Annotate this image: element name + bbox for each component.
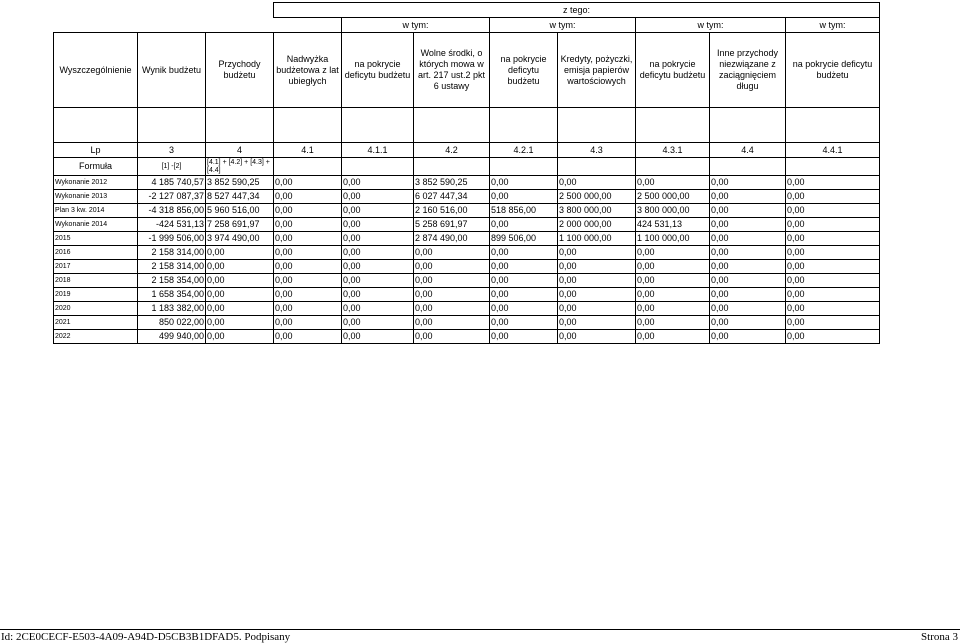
value-cell: 0,00	[636, 274, 710, 288]
value-cell: 3 852 590,25	[414, 176, 490, 190]
document-id: Id: 2CE0CECF-E503-4A09-A94D-D5CB3B1DFAD5. Podpisany	[1, 631, 291, 643]
column-header: na pokrycie deficytu budżetu	[490, 33, 558, 108]
wpf-table	[53, 2, 880, 344]
value-cell: 1 658 354,00	[138, 288, 206, 302]
column-header: Przychody budżetu	[206, 33, 274, 108]
value-cell: 0,00	[786, 274, 880, 288]
lp-cell: 4.2	[414, 143, 490, 158]
formula-przychody: [4.1] + [4.2] + [4.3] + [4.4]	[206, 158, 274, 176]
column-header: na pokrycie deficytu budżetu	[342, 33, 414, 108]
lp-cell: 4.2.1	[490, 143, 558, 158]
value-cell: 0,00	[786, 260, 880, 274]
value-cell: 0,00	[636, 302, 710, 316]
value-cell: 0,00	[342, 204, 414, 218]
row-label: 2019	[54, 288, 138, 302]
page-number: Strona 3	[921, 631, 958, 643]
value-cell: 0,00	[786, 316, 880, 330]
value-cell: 0,00	[274, 316, 342, 330]
value-cell: 0,00	[710, 232, 786, 246]
value-cell: 0,00	[342, 176, 414, 190]
value-cell: 0,00	[342, 260, 414, 274]
header-row-columns	[54, 33, 880, 108]
lp-cell: 3	[138, 143, 206, 158]
table-row	[54, 316, 880, 330]
value-cell: 0,00	[414, 302, 490, 316]
row-label: Wykonanie 2014	[54, 218, 138, 232]
value-cell: 0,00	[710, 288, 786, 302]
data-rows	[54, 176, 880, 344]
value-cell: 0,00	[274, 260, 342, 274]
value-cell: 0,00	[786, 218, 880, 232]
table-row	[54, 260, 880, 274]
value-cell: 0,00	[490, 330, 558, 344]
value-cell: 0,00	[558, 302, 636, 316]
value-cell: 0,00	[206, 330, 274, 344]
page-footer	[0, 629, 960, 643]
value-cell: 0,00	[710, 330, 786, 344]
value-cell: 6 027 447,34	[414, 190, 490, 204]
value-cell: 0,00	[342, 330, 414, 344]
value-cell: 0,00	[710, 302, 786, 316]
value-cell: 1 100 000,00	[558, 232, 636, 246]
value-cell: 499 940,00	[138, 330, 206, 344]
formula-label: Formuła	[54, 158, 138, 176]
formula-row	[54, 158, 880, 176]
lp-cell: 4.1.1	[342, 143, 414, 158]
value-cell: 0,00	[710, 246, 786, 260]
row-label: Wykonanie 2012	[54, 176, 138, 190]
value-cell: 0,00	[342, 274, 414, 288]
value-cell: 899 506,00	[490, 232, 558, 246]
value-cell: 850 022,00	[138, 316, 206, 330]
value-cell: 0,00	[274, 302, 342, 316]
value-cell: 0,00	[414, 260, 490, 274]
value-cell: 0,00	[490, 246, 558, 260]
value-cell: 0,00	[786, 232, 880, 246]
value-cell: 0,00	[786, 204, 880, 218]
value-cell: 0,00	[710, 316, 786, 330]
column-header: Wynik budżetu	[138, 33, 206, 108]
w-tym-label: w tym:	[342, 18, 490, 33]
value-cell: 0,00	[342, 218, 414, 232]
value-cell: 1 183 382,00	[138, 302, 206, 316]
table-row	[54, 246, 880, 260]
value-cell: 0,00	[558, 260, 636, 274]
value-cell: 0,00	[274, 330, 342, 344]
value-cell: 0,00	[274, 190, 342, 204]
value-cell: 0,00	[274, 246, 342, 260]
value-cell: 2 500 000,00	[558, 190, 636, 204]
value-cell: 0,00	[636, 176, 710, 190]
value-cell: 0,00	[342, 232, 414, 246]
value-cell: 7 258 691,97	[206, 218, 274, 232]
value-cell: 0,00	[274, 218, 342, 232]
value-cell: 0,00	[636, 260, 710, 274]
spacer-row	[54, 108, 880, 143]
value-cell: 3 974 490,00	[206, 232, 274, 246]
value-cell: 0,00	[636, 330, 710, 344]
value-cell: 0,00	[274, 204, 342, 218]
column-header: Inne przychody niezwiązane z zaciągnięciem długu	[710, 33, 786, 108]
value-cell: 2 158 314,00	[138, 260, 206, 274]
value-cell: 0,00	[206, 246, 274, 260]
value-cell: 0,00	[206, 260, 274, 274]
column-header: na pokrycie deficytu budżetu	[636, 33, 710, 108]
value-cell: 2 874 490,00	[414, 232, 490, 246]
table-row	[54, 232, 880, 246]
lp-cell: 4.4	[710, 143, 786, 158]
w-tym-label: w tym:	[636, 18, 786, 33]
value-cell: 0,00	[786, 246, 880, 260]
value-cell: 0,00	[786, 288, 880, 302]
table-row	[54, 204, 880, 218]
table-row	[54, 302, 880, 316]
value-cell: 2 500 000,00	[636, 190, 710, 204]
value-cell: 2 160 516,00	[414, 204, 490, 218]
value-cell: 0,00	[490, 218, 558, 232]
value-cell: 0,00	[636, 288, 710, 302]
value-cell: 5 960 516,00	[206, 204, 274, 218]
row-label: 2018	[54, 274, 138, 288]
column-header: Wyszczególnienie	[54, 33, 138, 108]
row-label: 2015	[54, 232, 138, 246]
value-cell: 0,00	[786, 190, 880, 204]
value-cell: 0,00	[342, 288, 414, 302]
value-cell: 0,00	[710, 218, 786, 232]
row-label: Wykonanie 2013	[54, 190, 138, 204]
table-row	[54, 176, 880, 190]
row-label: Plan 3 kw. 2014	[54, 204, 138, 218]
value-cell: 0,00	[558, 176, 636, 190]
header-row-w-tym	[54, 18, 880, 33]
column-header: Nadwyżka budżetowa z lat ubiegłych	[274, 33, 342, 108]
value-cell: 0,00	[490, 302, 558, 316]
row-label: 2022	[54, 330, 138, 344]
lp-cell: 4.3.1	[636, 143, 710, 158]
lp-cell: 4.1	[274, 143, 342, 158]
z-tego-label: z tego:	[274, 3, 880, 18]
lp-cell: 4	[206, 143, 274, 158]
value-cell: 0,00	[206, 274, 274, 288]
w-tym-label: w tym:	[490, 18, 636, 33]
value-cell: 4 185 740,57	[138, 176, 206, 190]
value-cell: 0,00	[710, 204, 786, 218]
lp-cell: 4.4.1	[786, 143, 880, 158]
value-cell: 5 258 691,97	[414, 218, 490, 232]
value-cell: 3 852 590,25	[206, 176, 274, 190]
value-cell: 0,00	[636, 316, 710, 330]
value-cell: 0,00	[710, 176, 786, 190]
value-cell: 0,00	[558, 316, 636, 330]
value-cell: 0,00	[414, 330, 490, 344]
value-cell: 0,00	[490, 316, 558, 330]
value-cell: 0,00	[274, 176, 342, 190]
value-cell: 0,00	[710, 190, 786, 204]
value-cell: 2 000 000,00	[558, 218, 636, 232]
value-cell: 0,00	[558, 330, 636, 344]
value-cell: -4 318 856,00	[138, 204, 206, 218]
lp-cell: 4.3	[558, 143, 636, 158]
table-row	[54, 218, 880, 232]
value-cell: -424 531,13	[138, 218, 206, 232]
value-cell: -1 999 506,00	[138, 232, 206, 246]
value-cell: 0,00	[414, 246, 490, 260]
value-cell: 0,00	[342, 190, 414, 204]
header-row-z-tego	[54, 3, 880, 18]
value-cell: 2 158 354,00	[138, 274, 206, 288]
value-cell: 0,00	[274, 232, 342, 246]
value-cell: 0,00	[342, 302, 414, 316]
table-row	[54, 288, 880, 302]
value-cell: 0,00	[342, 316, 414, 330]
table-row	[54, 274, 880, 288]
value-cell: 0,00	[490, 288, 558, 302]
value-cell: -2 127 087,37	[138, 190, 206, 204]
value-cell: 1 100 000,00	[636, 232, 710, 246]
value-cell: 2 158 314,00	[138, 246, 206, 260]
value-cell: 0,00	[414, 288, 490, 302]
row-label: 2017	[54, 260, 138, 274]
value-cell: 0,00	[786, 330, 880, 344]
row-label: 2020	[54, 302, 138, 316]
value-cell: 0,00	[558, 274, 636, 288]
value-cell: 0,00	[490, 260, 558, 274]
row-label: 2021	[54, 316, 138, 330]
value-cell: 0,00	[786, 176, 880, 190]
column-header: Kredyty, pożyczki, emisja papierów wartościowych	[558, 33, 636, 108]
value-cell: 8 527 447,34	[206, 190, 274, 204]
value-cell: 0,00	[274, 274, 342, 288]
value-cell: 0,00	[414, 316, 490, 330]
value-cell: 3 800 000,00	[558, 204, 636, 218]
table-row	[54, 330, 880, 344]
value-cell: 0,00	[710, 274, 786, 288]
value-cell: 424 531,13	[636, 218, 710, 232]
lp-row	[54, 143, 880, 158]
value-cell: 0,00	[710, 260, 786, 274]
column-header: Wolne środki, o których mowa w art. 217 ust.2 pkt 6 ustawy	[414, 33, 490, 108]
value-cell: 0,00	[558, 288, 636, 302]
value-cell: 0,00	[786, 302, 880, 316]
value-cell: 0,00	[490, 176, 558, 190]
value-cell: 0,00	[490, 274, 558, 288]
value-cell: 0,00	[206, 316, 274, 330]
value-cell: 518 856,00	[490, 204, 558, 218]
row-label: 2016	[54, 246, 138, 260]
formula-wynik: [1] -[2]	[138, 158, 206, 176]
value-cell: 0,00	[206, 302, 274, 316]
table-row	[54, 190, 880, 204]
value-cell: 0,00	[636, 246, 710, 260]
w-tym-label: w tym:	[786, 18, 880, 33]
value-cell: 0,00	[342, 246, 414, 260]
column-header: na pokrycie deficytu budżetu	[786, 33, 880, 108]
value-cell: 0,00	[274, 288, 342, 302]
value-cell: 0,00	[490, 190, 558, 204]
value-cell: 0,00	[558, 246, 636, 260]
value-cell: 0,00	[414, 274, 490, 288]
value-cell: 0,00	[206, 288, 274, 302]
value-cell: 3 800 000,00	[636, 204, 710, 218]
lp-cell: Lp	[54, 143, 138, 158]
